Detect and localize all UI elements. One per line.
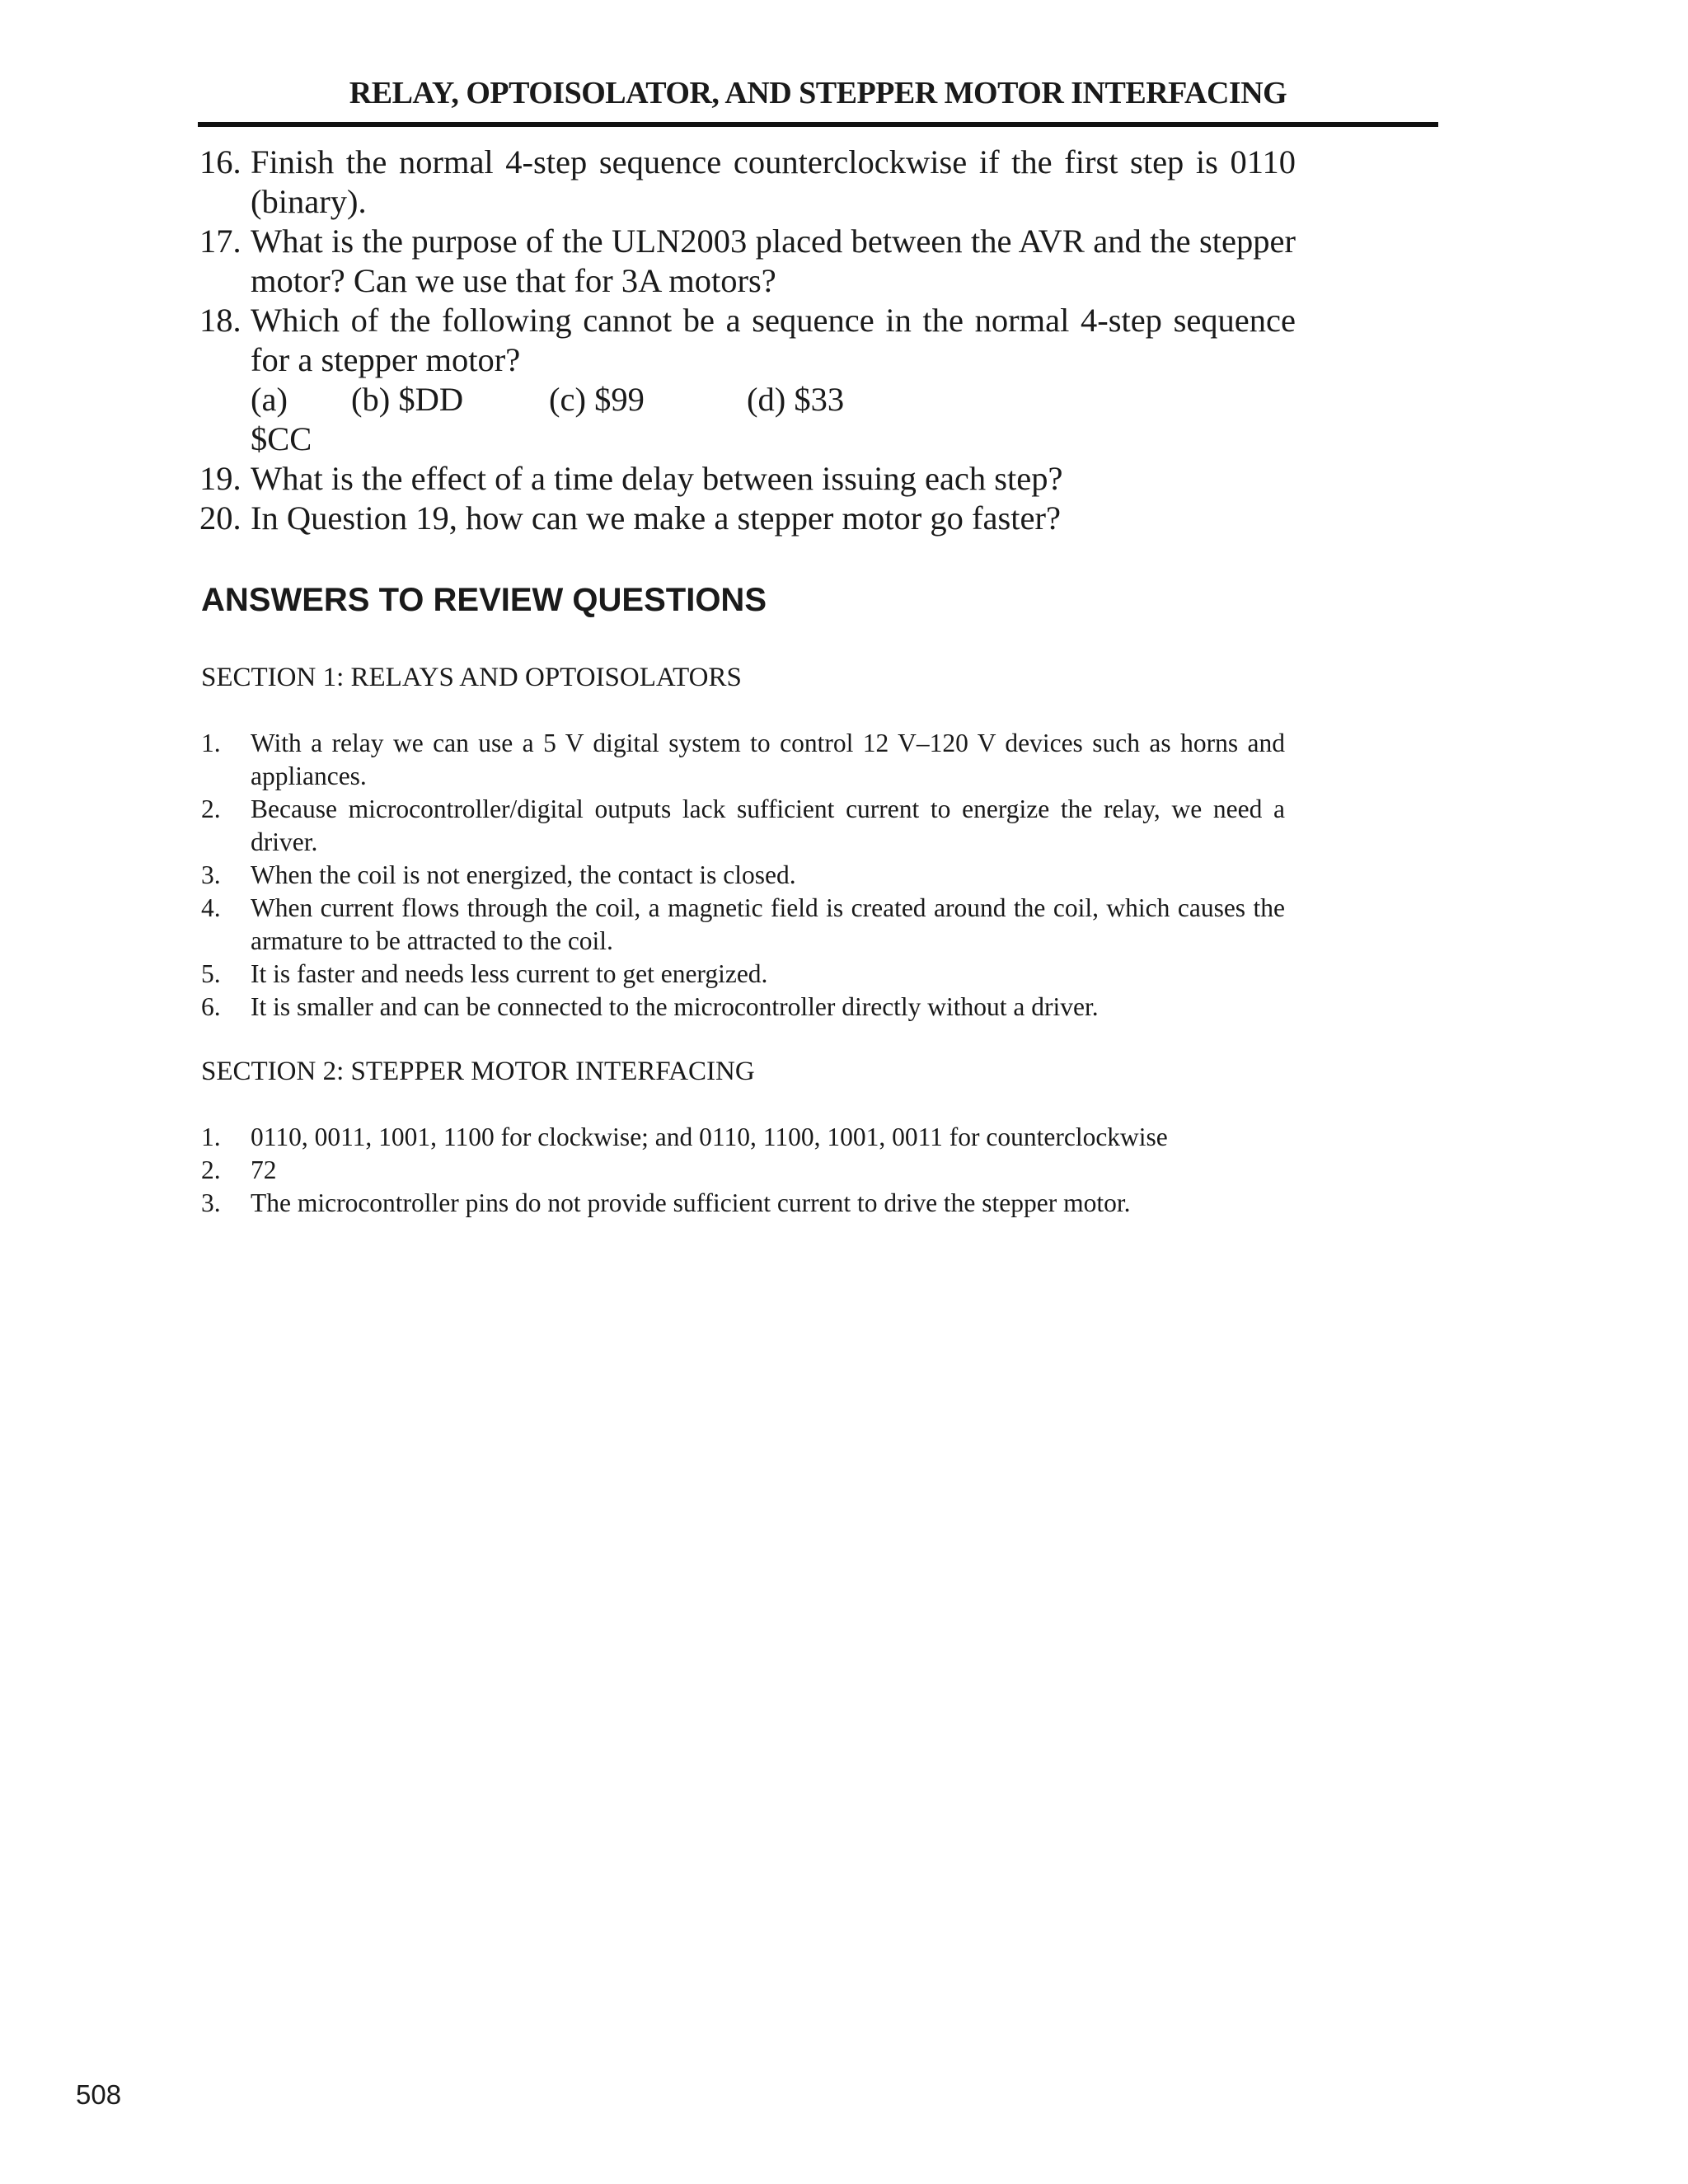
answer-item: [201, 991, 1285, 1024]
question-item: [199, 143, 1296, 222]
question-number: 16.: [199, 143, 241, 180]
question-text: What is the effect of a time delay between issuing each step?: [251, 460, 1063, 497]
answer-text: It is smaller and can be connected to the microcontroller directly without a driver.: [251, 992, 1099, 1021]
question-text: Finish the normal 4-step sequence counterclockwise if the first step is 0110 (binary).: [251, 143, 1296, 220]
question-number: 18.: [199, 302, 241, 339]
question-number: 19.: [199, 460, 241, 497]
answer-text: Because microcontroller/digital outputs lack sufficient current to energize the relay, we need a driver.: [251, 794, 1285, 856]
answer-item: [201, 892, 1285, 958]
answer-text: It is faster and needs less current to get energized.: [251, 959, 768, 988]
question-item: [199, 499, 1296, 538]
section-2-answers: [201, 1121, 1285, 1220]
question-item: [199, 459, 1296, 499]
section-2-title: SECTION 2: STEPPER MOTOR INTERFACING: [201, 1057, 755, 1086]
question-text: What is the purpose of the ULN2003 placed between the AVR and the stepper motor? Can we use that for 3A motors?: [251, 223, 1296, 299]
answer-item: [201, 859, 1285, 892]
question-item: [199, 301, 1296, 380]
answer-number: 1.: [201, 1122, 221, 1151]
answer-item: [201, 1187, 1285, 1220]
section-1-answers: [201, 727, 1285, 1024]
answer-text: With a relay we can use a 5 V digital system to control 12 V–120 V devices such as horns and appliances.: [251, 729, 1285, 790]
answer-number: 3.: [201, 860, 221, 889]
answer-number: 2.: [201, 794, 221, 823]
answer-number: 5.: [201, 959, 221, 988]
answer-number: 6.: [201, 992, 221, 1021]
answer-text: When the coil is not energized, the contact is closed.: [251, 860, 796, 889]
answer-item: [201, 793, 1285, 859]
option-d: (d) $33: [747, 381, 845, 418]
answer-text: The microcontroller pins do not provide sufficient current to drive the stepper motor.: [251, 1188, 1131, 1217]
running-head-title: RELAY, OPTOISOLATOR, AND STEPPER MOTOR INTERFACING: [349, 76, 1287, 110]
answer-text: When current flows through the coil, a magnetic field is created around the coil, which causes the armature to be attracted to the coil.: [251, 893, 1285, 955]
answer-number: 2.: [201, 1155, 221, 1184]
option-a: (a) $CC: [251, 381, 312, 457]
answer-item: [201, 727, 1285, 793]
answer-item: [201, 1154, 1285, 1187]
answer-item: [201, 1121, 1285, 1154]
header-rule: [198, 122, 1438, 127]
question-number: 20.: [199, 499, 241, 537]
question-text: In Question 19, how can we make a stepper motor go faster?: [251, 499, 1061, 537]
answer-text: 72: [251, 1155, 277, 1184]
answers-heading: ANSWERS TO REVIEW QUESTIONS: [201, 582, 767, 618]
question-item: [199, 222, 1296, 301]
answer-text: 0110, 0011, 1001, 1100 for clockwise; and 0110, 1100, 1001, 0011 for counterclockwise: [251, 1122, 1168, 1151]
answer-item: [201, 958, 1285, 991]
question-number: 17.: [199, 223, 241, 260]
option-b: (b) $DD: [351, 381, 464, 418]
question-text: Which of the following cannot be a sequence in the normal 4-step sequence for a stepper motor?: [251, 302, 1296, 378]
answer-number: 4.: [201, 893, 221, 922]
section-1-title: SECTION 1: RELAYS AND OPTOISOLATORS: [201, 663, 742, 692]
review-questions-list: [199, 143, 1296, 538]
question-18-options: [199, 380, 1296, 459]
answer-number: 3.: [201, 1188, 221, 1217]
option-c: (c) $99: [549, 381, 645, 418]
answer-number: 1.: [201, 729, 221, 757]
page-number: 508: [76, 2079, 122, 2110]
